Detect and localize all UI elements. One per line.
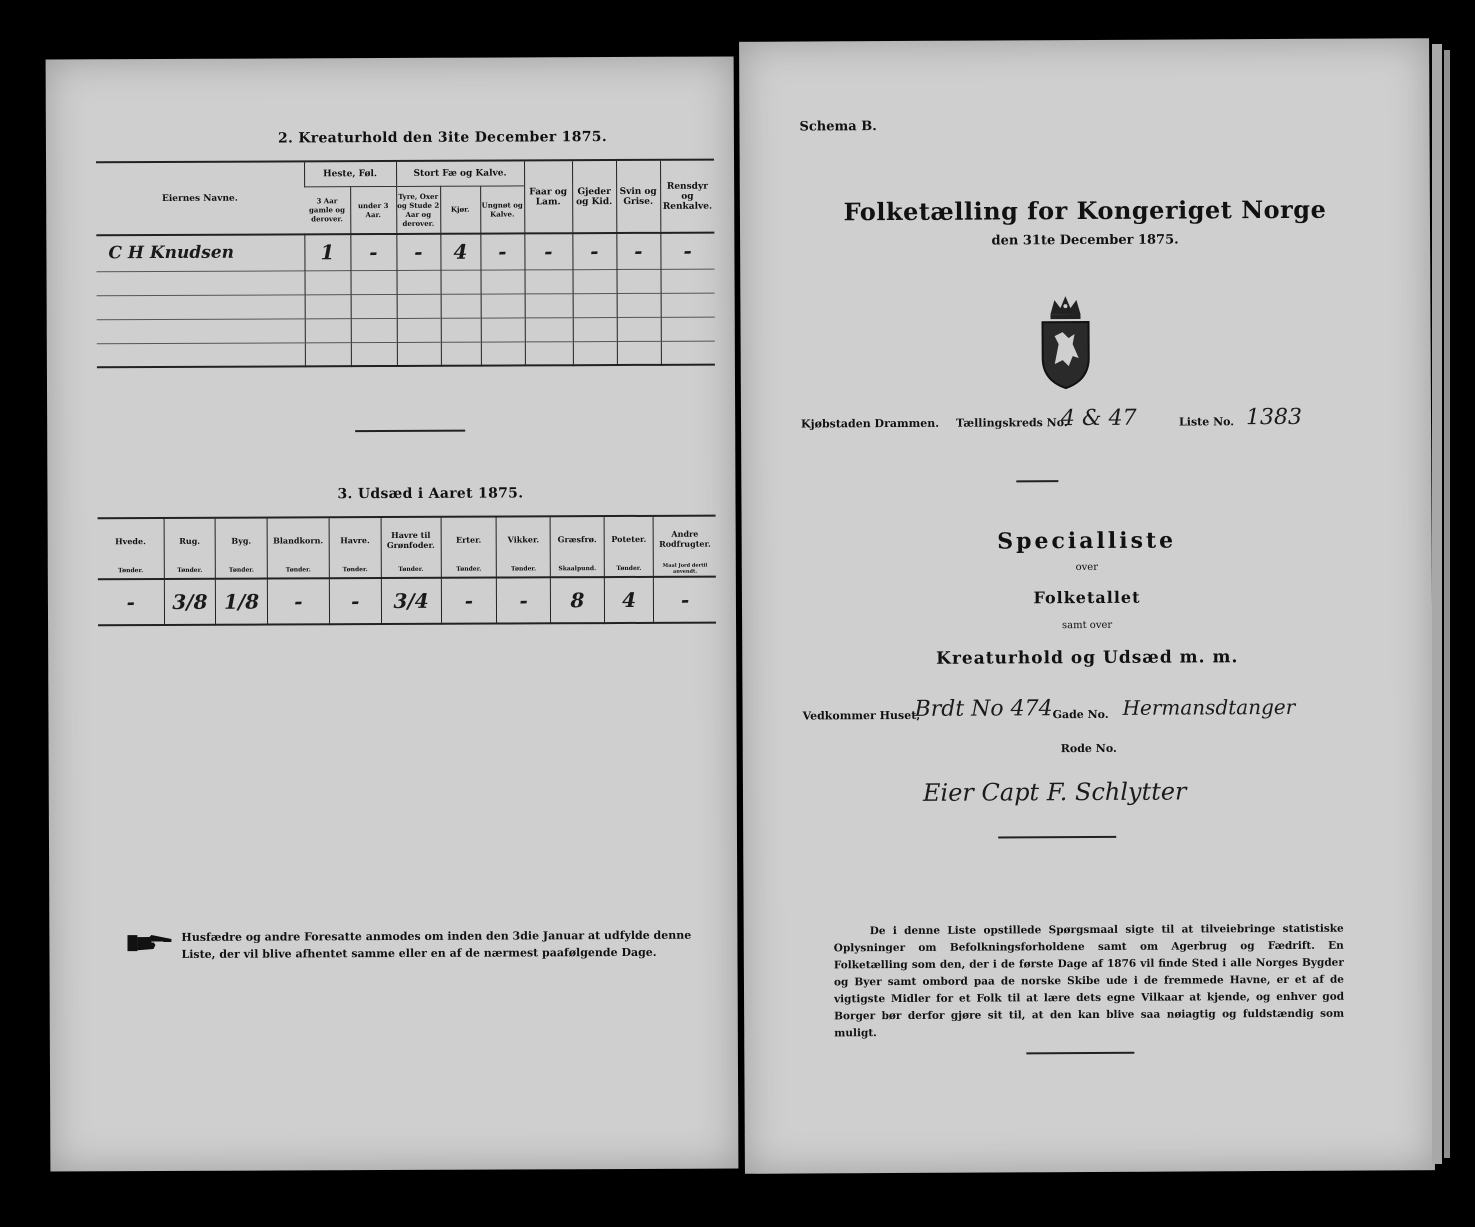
section-2-title: 2. Kreaturhold den 3ite December 1875. [277,129,608,147]
header-goats: Gjeder og Kid. [572,161,616,233]
seed-value-potatoes: 4 [604,577,654,623]
seed-table [98,517,716,627]
instruction-notice: Husfædre og andre Foresatte anmodes om inden den 3die Januar at udfylde denne Liste, der vil blive afhentet samme eller en af de nærmest paafølgende Dage. [181,928,692,961]
seed-unit: Tønder. [216,563,268,579]
seed-unit: Tønder. [604,561,654,577]
header-reindeer: Rensdyr og Renkalve. [660,161,714,233]
seed-unit: Tønder. [267,562,329,578]
specialliste-heading: Specialliste [997,527,1177,555]
divider [355,430,465,432]
seed-header-mixed-grain: Blandkorn. [267,518,329,562]
seed-value-rye: 3/8 [164,579,216,625]
header-horses: Heste, Føl. [304,162,396,186]
seed-header-rye: Rug. [164,519,216,563]
kreaturhold-heading: Kreaturhold og Udsæd m. m. [936,647,1239,669]
seed-unit: Tønder. [118,567,144,575]
seed-value-grass-seed: 8 [550,577,604,623]
samt-over-text: samt over [1061,619,1113,632]
cell-reindeer: - [660,233,714,269]
folketallet-heading: Folketallet [1033,587,1141,608]
gade-value: Hermansdtanger [1122,694,1296,720]
purpose-paragraph: De i denne Liste opstillede Spørgsmaal sigte til at tilveiebringe statistiske Oplysninger om Befolkningsforholdene samt om Agerbrug og Fædrift. En Folketælling som den, der i de første Dage af 1876 vil finde Sted i alle Norges Bygder og Byer samt ombord paa de norske Skibe ude i de fremmede Havne, er et af de vigtigste Midler for et Folk til at lære dets egne Vilkaar at kjende, og enhver god Borger bør derfor gjøre sit til, at den kan blive saa nøiagtig og fuldstændig som muligt. [833,922,1345,1040]
left-page [46,57,739,1172]
header-horses-old: 3 Aar gamle og derover. [308,196,345,224]
seed-header-barley: Byg. [215,519,267,563]
seed-value-vetches: - [497,577,551,623]
cell-young-cattle: - [480,233,524,269]
seed-header-oats-fodder: Havre til Grønfoder. [381,518,441,562]
kreds-value: 4 & 47 [1060,405,1137,432]
vedkommer-value: Brdt No 474 [914,696,1053,722]
over-text: over [1075,561,1099,574]
seed-unit: Tønder. [497,561,551,577]
seed-header-vetches: Vikker. [496,517,550,561]
seed-value-oats: - [329,578,381,624]
seed-header-peas: Erter. [441,518,497,562]
header-owner: Eiernes Navne. [161,193,238,204]
seed-unit: Tønder. [441,562,497,578]
header-cattle: Stort Fæ og Kalve. [396,161,524,186]
header-horses-young: under 3 Aar. [350,186,396,234]
divider [998,836,1116,838]
cell-sheep: - [524,233,572,269]
table-row [97,293,715,320]
table-row [97,317,715,344]
divider [1016,480,1058,482]
cell-pigs: - [616,233,660,269]
seed-value-other-roots: - [654,577,716,623]
seed-value-wheat: - [126,590,135,615]
liste-value: 1383 [1245,404,1303,431]
table-row [96,233,714,272]
schema-label: Schema B. [799,119,877,135]
right-page [739,38,1435,1174]
seed-value-mixed-grain: - [267,578,329,624]
census-date: den 31te December 1875. [991,232,1179,249]
cell-cows: 4 [440,234,480,270]
header-oxen: Tyre, Oxer og Stude 2 Aar og derover. [396,186,440,234]
cell-goats: - [572,233,616,269]
seed-value-barley: 1/8 [216,579,268,625]
header-young-cattle: Ungnøt og Kalve. [480,185,524,233]
seed-header-other-roots: Andre Rodfrugter. [654,517,716,561]
owner-name: C H Knudsen [108,242,235,264]
kreds-label: Tællingskreds No. [956,416,1068,430]
seed-value-oats-fodder: 3/4 [381,578,441,624]
cell-horses-old: 1 [304,234,350,270]
seed-unit: Tønder. [164,563,216,579]
pointing-hand-icon [127,933,173,953]
kjobstad-label: Kjøbstaden Drammen. [801,416,940,431]
seed-unit: Skaalpund. [550,561,604,577]
seed-header-oats: Havre. [329,518,381,562]
page-edge [1444,50,1450,1158]
header-sheep: Faar og Lam. [524,161,572,233]
section-3-title: 3. Udsæd i Aaret 1875. [337,485,524,503]
divider [1026,1052,1134,1054]
table-row [97,341,715,368]
seed-header-wheat: Hvede. [115,536,146,547]
seed-value-peas: - [441,578,497,624]
cell-oxen: - [396,234,440,270]
gade-label: Gade No. [1052,707,1109,722]
seed-unit: Tønder. [329,562,381,578]
table-row [97,269,715,296]
owner-signature: Eier Capt F. Schlytter [922,777,1187,807]
seed-header-potatoes: Poteter. [604,517,654,561]
vedkommer-label: Vedkommer Huset, [802,708,921,723]
rode-label: Rode No. [1060,741,1117,756]
header-pigs: Svin og Grise. [616,161,660,233]
page-edge [1432,44,1442,1164]
livestock-table [96,161,715,369]
liste-label: Liste No. [1179,415,1235,429]
norwegian-lion-crest-icon [1032,292,1099,392]
seed-unit: Maal Jord dertil anvendt. [654,561,716,577]
header-cows: Kjør. [440,186,480,234]
page-title: Folketælling for Kongeriget Norge [843,194,1327,227]
cell-horses-young: - [350,234,396,270]
table-row [98,577,716,626]
seed-unit: Tønder. [381,562,441,578]
seed-header-grass-seed: Græsfrø. [550,517,604,561]
